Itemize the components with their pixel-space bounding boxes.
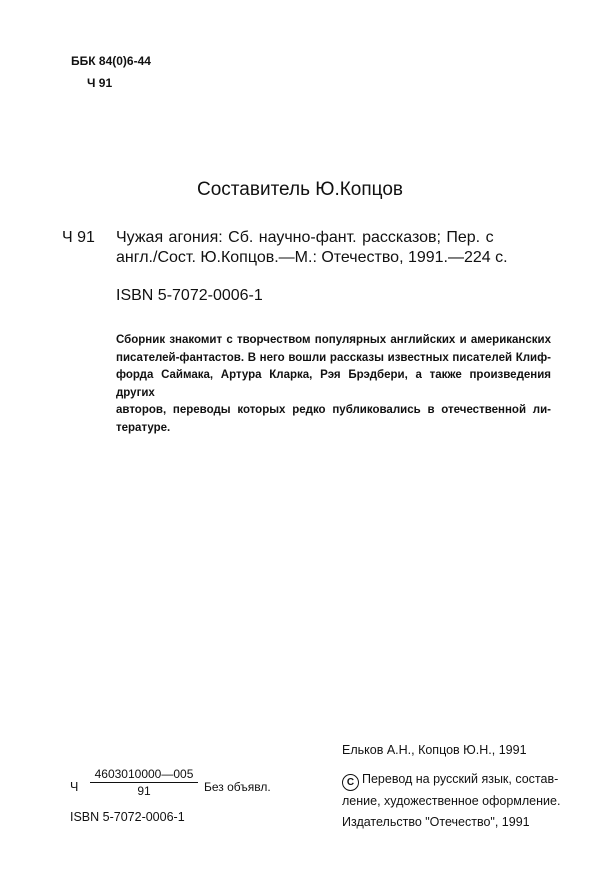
isbn-footer: ISBN 5-7072-0006-1 [70,810,185,824]
annotation [116,332,551,437]
annotation-line: Сборник знакомит с творчеством популярных английских и американских [116,334,551,346]
copyright-holders: Ельков А.Н., Копцов Ю.Н., 1991 [342,743,527,757]
copyright-translation-text: Перевод на русский язык, состав- [362,772,559,786]
index-denominator: 91 [137,784,151,798]
index-numerator: 4603010000—005 [90,767,198,783]
no-announcement-note: Без объявл. [204,780,271,794]
footer-sign: Ч [70,780,79,794]
annotation-line: авторов, переводы которых редко публиковались в отечественной ли- [116,404,551,416]
catalog-code: Ч 91 [62,229,95,246]
isbn-main: ISBN 5-7072-0006-1 [116,287,263,304]
catalog-entry-line2: англ./Сост. Ю.Копцов.—М.: Отечество, 1991.—224 с. [116,249,508,266]
catalog-entry-line1: Чужая агония: Сб. научно-фант. рассказов; Пер. с [116,229,494,246]
publication-index [90,767,198,798]
author-code: Ч 91 [87,76,113,90]
bbk-code: ББК 84(0)6-44 [71,54,151,68]
copyright-icon: C [342,774,359,791]
annotation-line: форда Саймака, Артура Кларка, Рэя Брэдбери, а также произведения других [116,369,551,399]
copyright-compilation: ление, художественное оформление. [342,794,561,808]
annotation-line: писателей-фантастов. В него вошли рассказы известных писателей Клиф- [116,351,551,364]
copyright-translation [342,772,558,791]
compiler-line: Составитель Ю.Копцов [197,179,403,200]
copyright-publisher: Издательство "Отечество", 1991 [342,815,530,829]
annotation-line: тературе. [116,421,171,434]
